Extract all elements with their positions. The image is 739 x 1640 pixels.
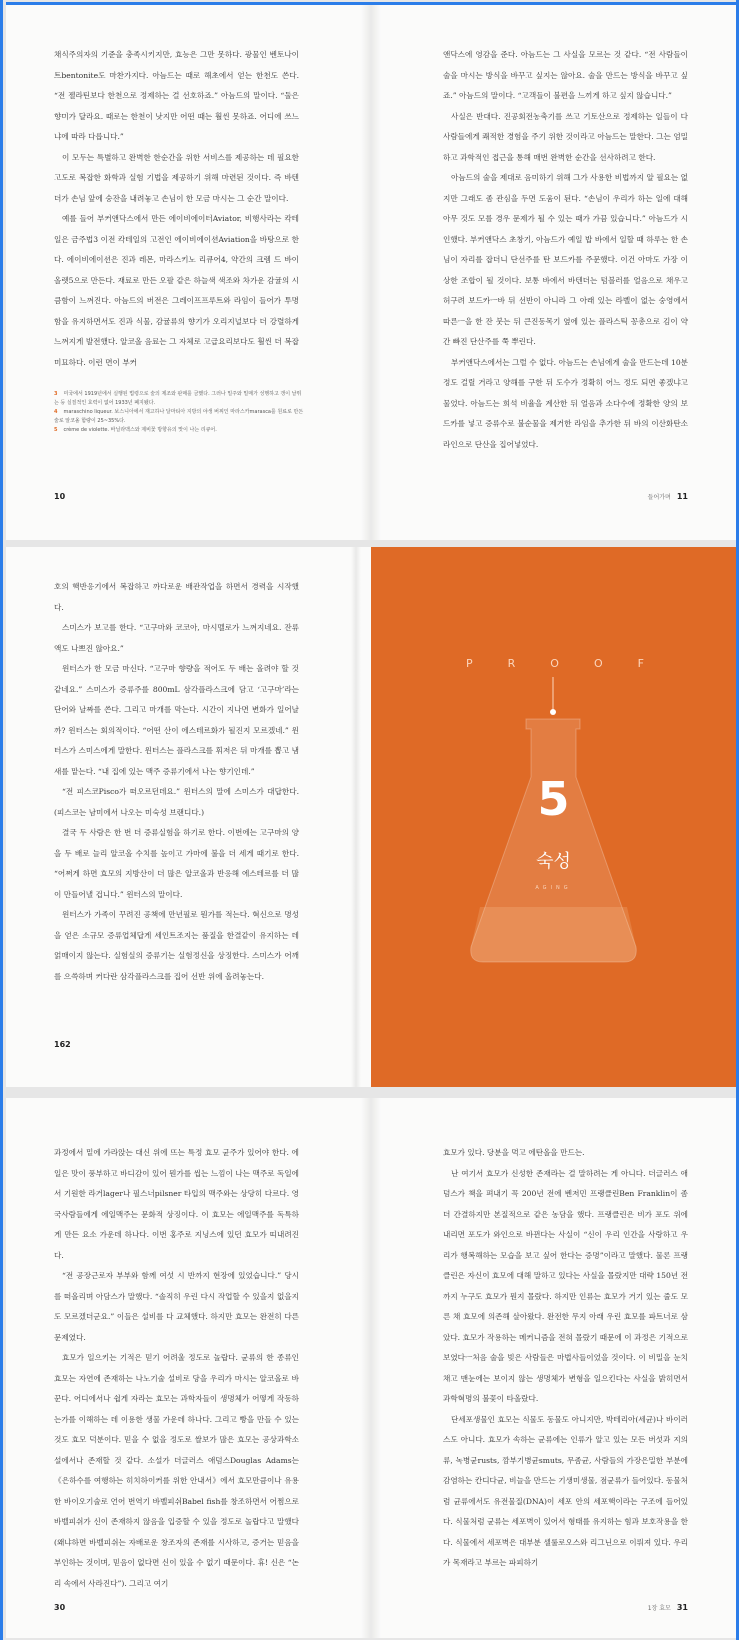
page-number: 31 [676, 1603, 688, 1612]
paragraph: 아늠드의 술을 제대로 음미하기 위해 그가 사용한 비법까지 알 필요는 없지만 그래도 좀 관심을 두면 도움이 된다. “손님이 우리가 하는 일에 대해 아무 것도 모를 경우 문제가 될 수 있는 때가 가끔 있습니다.” 아늠드가 시인했다. 부커앤닥스 초창기, 아늠드가 예일 밥 바에서 일할 때 하루는 한 손님이 자리를 잡더니 단선주를 탄 보드카를 주문했다. 이건 아마도 가장 이상한 조합이 될 것이다. 보통 바에서 바텐더는 텀블러를 얼음으로 채우고 허구려 보드카ㅡ바 뒤 선반이 아니라 그 아래 있는 라벨이 없는 숭영에서 따른ㅡ을 한 잔 붓는 뒤 큰진동목기 옆에 있는 플라스틱 꽁총으로 김이 약간 빠진 단산주를 쭉 뿌린다. [443, 173, 688, 346]
page-number: 30 [54, 1603, 66, 1612]
book-spread-2 [6, 547, 736, 1087]
footnote: 5 crème de violette. 바닐라맥스와 제비꽃 방향유의 맛이 나는 리큐어. [54, 427, 217, 433]
page-30-body [54, 1143, 299, 1594]
page-number: 162 [54, 1040, 71, 1049]
paragraph: 과정에서 밑에 가라앉는 대신 위에 뜨는 특정 효모 균주가 있어야 한다. 에일은 맛이 풍부하고 바디감이 있어 뭔가를 씹는 느낌이 나는 맥주로 독일에서 기원한 라거lager나 필스너pilsner 타입의 맥주와는 상당히 다르다. 영국사람들에게 에일맥주는 문화적 상징이다. 이 효모는 에일맥주를 독특하게 만든 요소 가운데 하나다. 이번 홍주로 지닝스에 있던 효모가 띠내려진다. [54, 1148, 299, 1260]
paragraph: 이 모두는 특별하고 완벽한 한순간을 위한 서비스를 제공하는 데 필요한 고도로 복잡한 화학과 실험 기법을 제공하기 위해 마련된 것이다. 즉 바텐더가 손님 앞에 숭잔을 내려놓고 손님이 한 모금 마시는 그 순간 말이다. [54, 152, 299, 203]
chapter-opener [371, 547, 736, 1087]
page-31 [371, 1098, 736, 1638]
running-footer [648, 492, 688, 501]
proof-letter: O [550, 657, 561, 670]
gutter-shadow [361, 5, 381, 540]
paragraph: 앤닥스에 영감을 준다. 아늠드는 그 사실을 모르는 것 같다. “전 사람들이 술을 마시는 방식을 바꾸고 싶지는 않아요. 술을 만드는 방식을 바꾸고 싶죠.” 아늠드의 말이다. “고객들이 불편을 느끼게 하고 싶지 않습니다.” [443, 50, 688, 100]
page-number: 10 [54, 492, 66, 501]
book-spread-1 [6, 2, 736, 540]
book-spread-3 [6, 1098, 736, 1638]
proof-letter: F [637, 657, 646, 670]
page-10 [6, 5, 371, 540]
paragraph: “전 공장근로자 부부와 함께 여섯 시 반까지 현장에 있었습니다.” 당시를 떠올리며 아담스가 말했다. “솔직히 우린 다시 작업할 수 있을지 없을지도 모르겠더군요.” 이들은 설비를 다 교체했다. 하지만 효모는 완전히 다른 문제였다. [54, 1271, 299, 1342]
chapter-title: 숙성 [536, 851, 571, 872]
gutter-shadow [351, 547, 361, 1087]
paragraph: 결국 두 사람은 한 번 더 증류실험을 하기로 한다. 이번에는 고구마의 양을 두 배로 늘리 알코올 수치를 높이고 가마에 불을 더 세게 때기로 한다. “어쩌게 하면 효모의 지방산이 더 많은 알코올과 반응해 에스테르를 더 많이 만들어낼 겁니다.” 윈터스의 말이다. [54, 828, 299, 899]
footnote: 4 maraschino liqueur. 보스니아에서 재고하나 달마티아 지방의 야생 버찌인 마라스카marasca를 원료로 만든 술로 알코올 함량이 25~35%다. [54, 409, 304, 424]
paragraph: “전 피스코Pisco가 떠오르던데요.” 윈터스의 말에 스미스가 대답한다. (피스코는 남미에서 나오는 미숙성 브랜디다.) [54, 787, 299, 817]
page-162 [6, 547, 371, 1087]
proof-letter: R [507, 657, 518, 670]
footnotes [54, 390, 304, 435]
proof-letter: P [466, 657, 475, 670]
page-162-body [54, 577, 299, 987]
gutter-shadow [361, 1098, 381, 1638]
paragraph: 호의 핵반응기에서 복잡하고 까다로운 배관작업을 하면서 경력을 시작했다. [54, 582, 299, 612]
paragraph: 윈터스가 한 모금 마신다. “고구마 향량을 적어도 두 배는 올려야 할 것 같네요.” 스미스가 증류주를 800mL 삼각플라스크에 담고 ‘고구마’라는 단어와 날짜를 쓴다. 그리고 마개를 막는다. 시간이 지나면 변화가 일어날까? 윈터스는 회의적이다. “어떤 산이 에스테르화가 될진지 모르겠네.” 윈터스가 스미스에게 말한다. 윈터스는 플라스크를 휘저은 뒤 마개를 뽑고 냄새를 맡는다. “내 집에 있는 맥주 증류기에서 나는 향기인데.” [54, 664, 299, 776]
paragraph: 부커앤닥스에서는 그럴 수 없다. 아늠드는 손님에게 술을 만드는데 10분 정도 걸릴 거라고 양해를 구한 뒤 도수가 정확히 어느 정도 되면 좋겠냐고 물었다. 아늠드는 희석 비율을 계산한 뒤 얼음과 소다수에 정확한 양의 보드카를 넣고 증류수로 불순물을 제거한 라임을 추가한 뒤 바의 이산화탄소 라인으로 단산을 집어넣었다. [443, 357, 688, 449]
paragraph: 단세포생물인 효모는 식물도 동물도 아니지만, 박테리아(세균)나 바이러스도 아니다. 효모가 속하는 균류에는 인류가 알고 있는 모든 버섯과 지의류, 녹병균rusts, 깜부기병균smuts, 무좀균, 사람들의 가장은밀한 부분에 감염하는 칸디다균, 비늘을 만드는 기생미생물, 점균류가 들어있다. 동물처럼 균류에서도 유전물질(DNA)이 세포 안의 세포핵이라는 구조에 들어있다. 식물처럼 균류는 세포벽이 있어서 형태를 유지하는 힘과 보호작용을 한다. 식물에서 세포벽은 대부분 셀룰로오스와 리그닌으로 이뤄져 있다. 우리가 목재라고 부르는 파피하기 [443, 1414, 688, 1567]
page-11 [371, 5, 736, 540]
paragraph: 효모가 일으키는 기적은 믿기 어려울 정도로 놀랍다. 균류의 한 종류인 효모는 자연에 존재하는 나노기술 설비로 당을 우리가 마시는 알코올로 바꾼다. 어디에서나 쉽게 자라는 효모는 과학자들이 생명체가 어떻게 작동하는가를 이해하는 데 이용한 생물 가운데 하나다. 그리고 빵을 만들 수 있는 것도 효모 덕분이다. 믿을 수 없을 정도로 쌀보가 많은 효모는 공상과학소설에서나 존재할 것 같다. 소설가 더글러스 애덤스Douglas Adams는 《은하수를 여행하는 히치하이커를 위한 안내서》에서 효모만큼이나 유용한 바이오기술로 언어 번역기 바벨피쉬Babel fish를 창조하면서 어쩜으로 바벨피쉬가 신이 존재하지 않음을 입증할 수 있을 정도로 놀랍다고 말했다(왜냐하면 바벨피쉬는 자배로운 창조자의 존재를 시사하고, 증거는 믿음을 부인하는 것이며, 믿음이 없다면 신이 있을 수 없기 때문이다. 휴! 신은 “논리 속에서 사라진다”). 그리고 여기 [54, 1353, 299, 1588]
paragraph: 난 여기서 효모가 신성한 존재라는 걸 말하려는 게 아니다. 더글러스 애덤스가 책을 펴내기 꼭 200년 전에 벤저민 프랭클린Ben Franklin이 좀 더 간결하지만 본질적으로 같은 농담을 했다. 프랭클린은 비가 포도 위에 내리면 포도가 와인으로 바뀐다는 사실이 “신이 우리 인간을 사랑하고 우리가 행복해하는 모습을 보고 싶어 한다는 증명”이라고 말했다. 물론 프랭클린은 자신이 효모에 대해 말하고 있다는 사실을 몰랐지만 대략 150년 전까지 누구도 효모가 뭔지 몰랐다. 하지만 인류는 효모가 거기 있는 줄도 모른 채 효모에 의존해 살아왔다. 완전한 무지 아래 우린 효모를 파트너로 삼았다. 효모가 작용하는 메커니즘을 전혀 몰랐기 때문에 이 과정은 기적으로 보였다ㅡ처음 술을 빚은 사람들은 마법사들이었을 것이다. 이 비밀을 눈치채고 맨눈에는 보이지 않는 생명체가 변형을 일으킨다는 사실을 밝히면서 과학혁명의 불꽃이 타올랐다. [443, 1168, 688, 1403]
running-head: 1장 효모 [647, 1605, 671, 1612]
running-footer [648, 1603, 688, 1612]
page-10-body [54, 45, 299, 373]
paragraph: 스미스가 보고를 한다. “고구마와 코코아, 마시멜로가 느껴지네요. 잔류액도 나쁘진 않아요.” [54, 623, 299, 653]
page-number: 11 [676, 492, 688, 501]
pointer-dot [550, 709, 556, 715]
paragraph: 사실은 반대다. 진공회전농축기를 쓰고 기토산으로 정제하는 일들이 다 사람들에게 쾌적한 경험을 주기 위한 것이라고 아늠드는 말한다. 그는 엄밀하고 과학적인 접근을 통해 매번 완벽한 순간을 선사하려고 한다. [443, 111, 688, 162]
proof-letter: O [593, 657, 605, 670]
footnote: 3 미국에서 1919년에서 실행된 법령으로 술의 제조와 판매를 금했다. 그러나 밀주와 밀매가 성행하고 갱이 날뛰는 등 실질적인 효력이 없어 1933년 폐지됐다. [54, 391, 302, 406]
paragraph: 채식주의자의 기준을 충족시키지만, 효능은 그만 못하다. 광물인 벤토나이트bentonite도 마찬가지다. 아늠드는 때로 해초에서 얻는 한천도 쓴다. “전 젤라틴보다 한천으로 정제하는 걸 선호하죠.” 아늠드의 말이다. “둘은 향미가 달라요. 때로는 한천이 낫지만 어떤 때는 훨씬 못하죠. 어디에 쓰느냐에 따라 다릅니다.” [54, 50, 299, 141]
chapter-number: 5 [537, 772, 570, 826]
proof-label [466, 657, 646, 670]
page-11-body [443, 45, 688, 455]
paragraph: 윈터스가 가족이 꾸려진 공책에 만년필로 뭔가를 적는다. 혁신으로 명성을 얻은 소규모 증류업체답게 세인트조지는 품질을 한결같이 유지하는 데 얽매이지 않는다. 실험실의 증류기는 실험정신을 상징한다. 스미스가 어깨를 으쓱하며 커다란 삼각플라스크를 집어 선반 위에 올려놓는다. [54, 910, 299, 981]
chapter-subtitle: AGING [535, 885, 572, 891]
page-30 [6, 1098, 371, 1638]
page-31-body [443, 1143, 688, 1574]
flask-liquid [471, 907, 637, 962]
paragraph: 예를 들어 부커앤닥스에서 만든 에이비에이터Aviator, 비행사라는 칵테일은 금주법3 이전 칵테일의 고전인 에이비에이션Aviation을 바탕으로 한다. 에이비에이션은 진과 레몬, 마라스키노 리큐어4, 약간의 크렘 드 바이올렛5으로 만든다. 재료로 만든 오팔 같은 하늘색 색조와 차가운 감귤의 시큼함이 느껴진다. 아늠드의 버전은 그레이프프루트와 라임이 들어가 투명함을 유지하면서도 진과 식물, 감귤류의 향기가 오리지널보다 더 강렬하게 느껴지게 발전했다. 알코올 음료는 그 자체로 고급요리보다도 훨씬 더 복잡미묘하다. 이런 면이 부커 [54, 214, 299, 367]
running-head: 들어가며 [647, 494, 671, 501]
paragraph: 효모가 있다. 당분을 먹고 에탄올을 만드는. [443, 1148, 585, 1157]
